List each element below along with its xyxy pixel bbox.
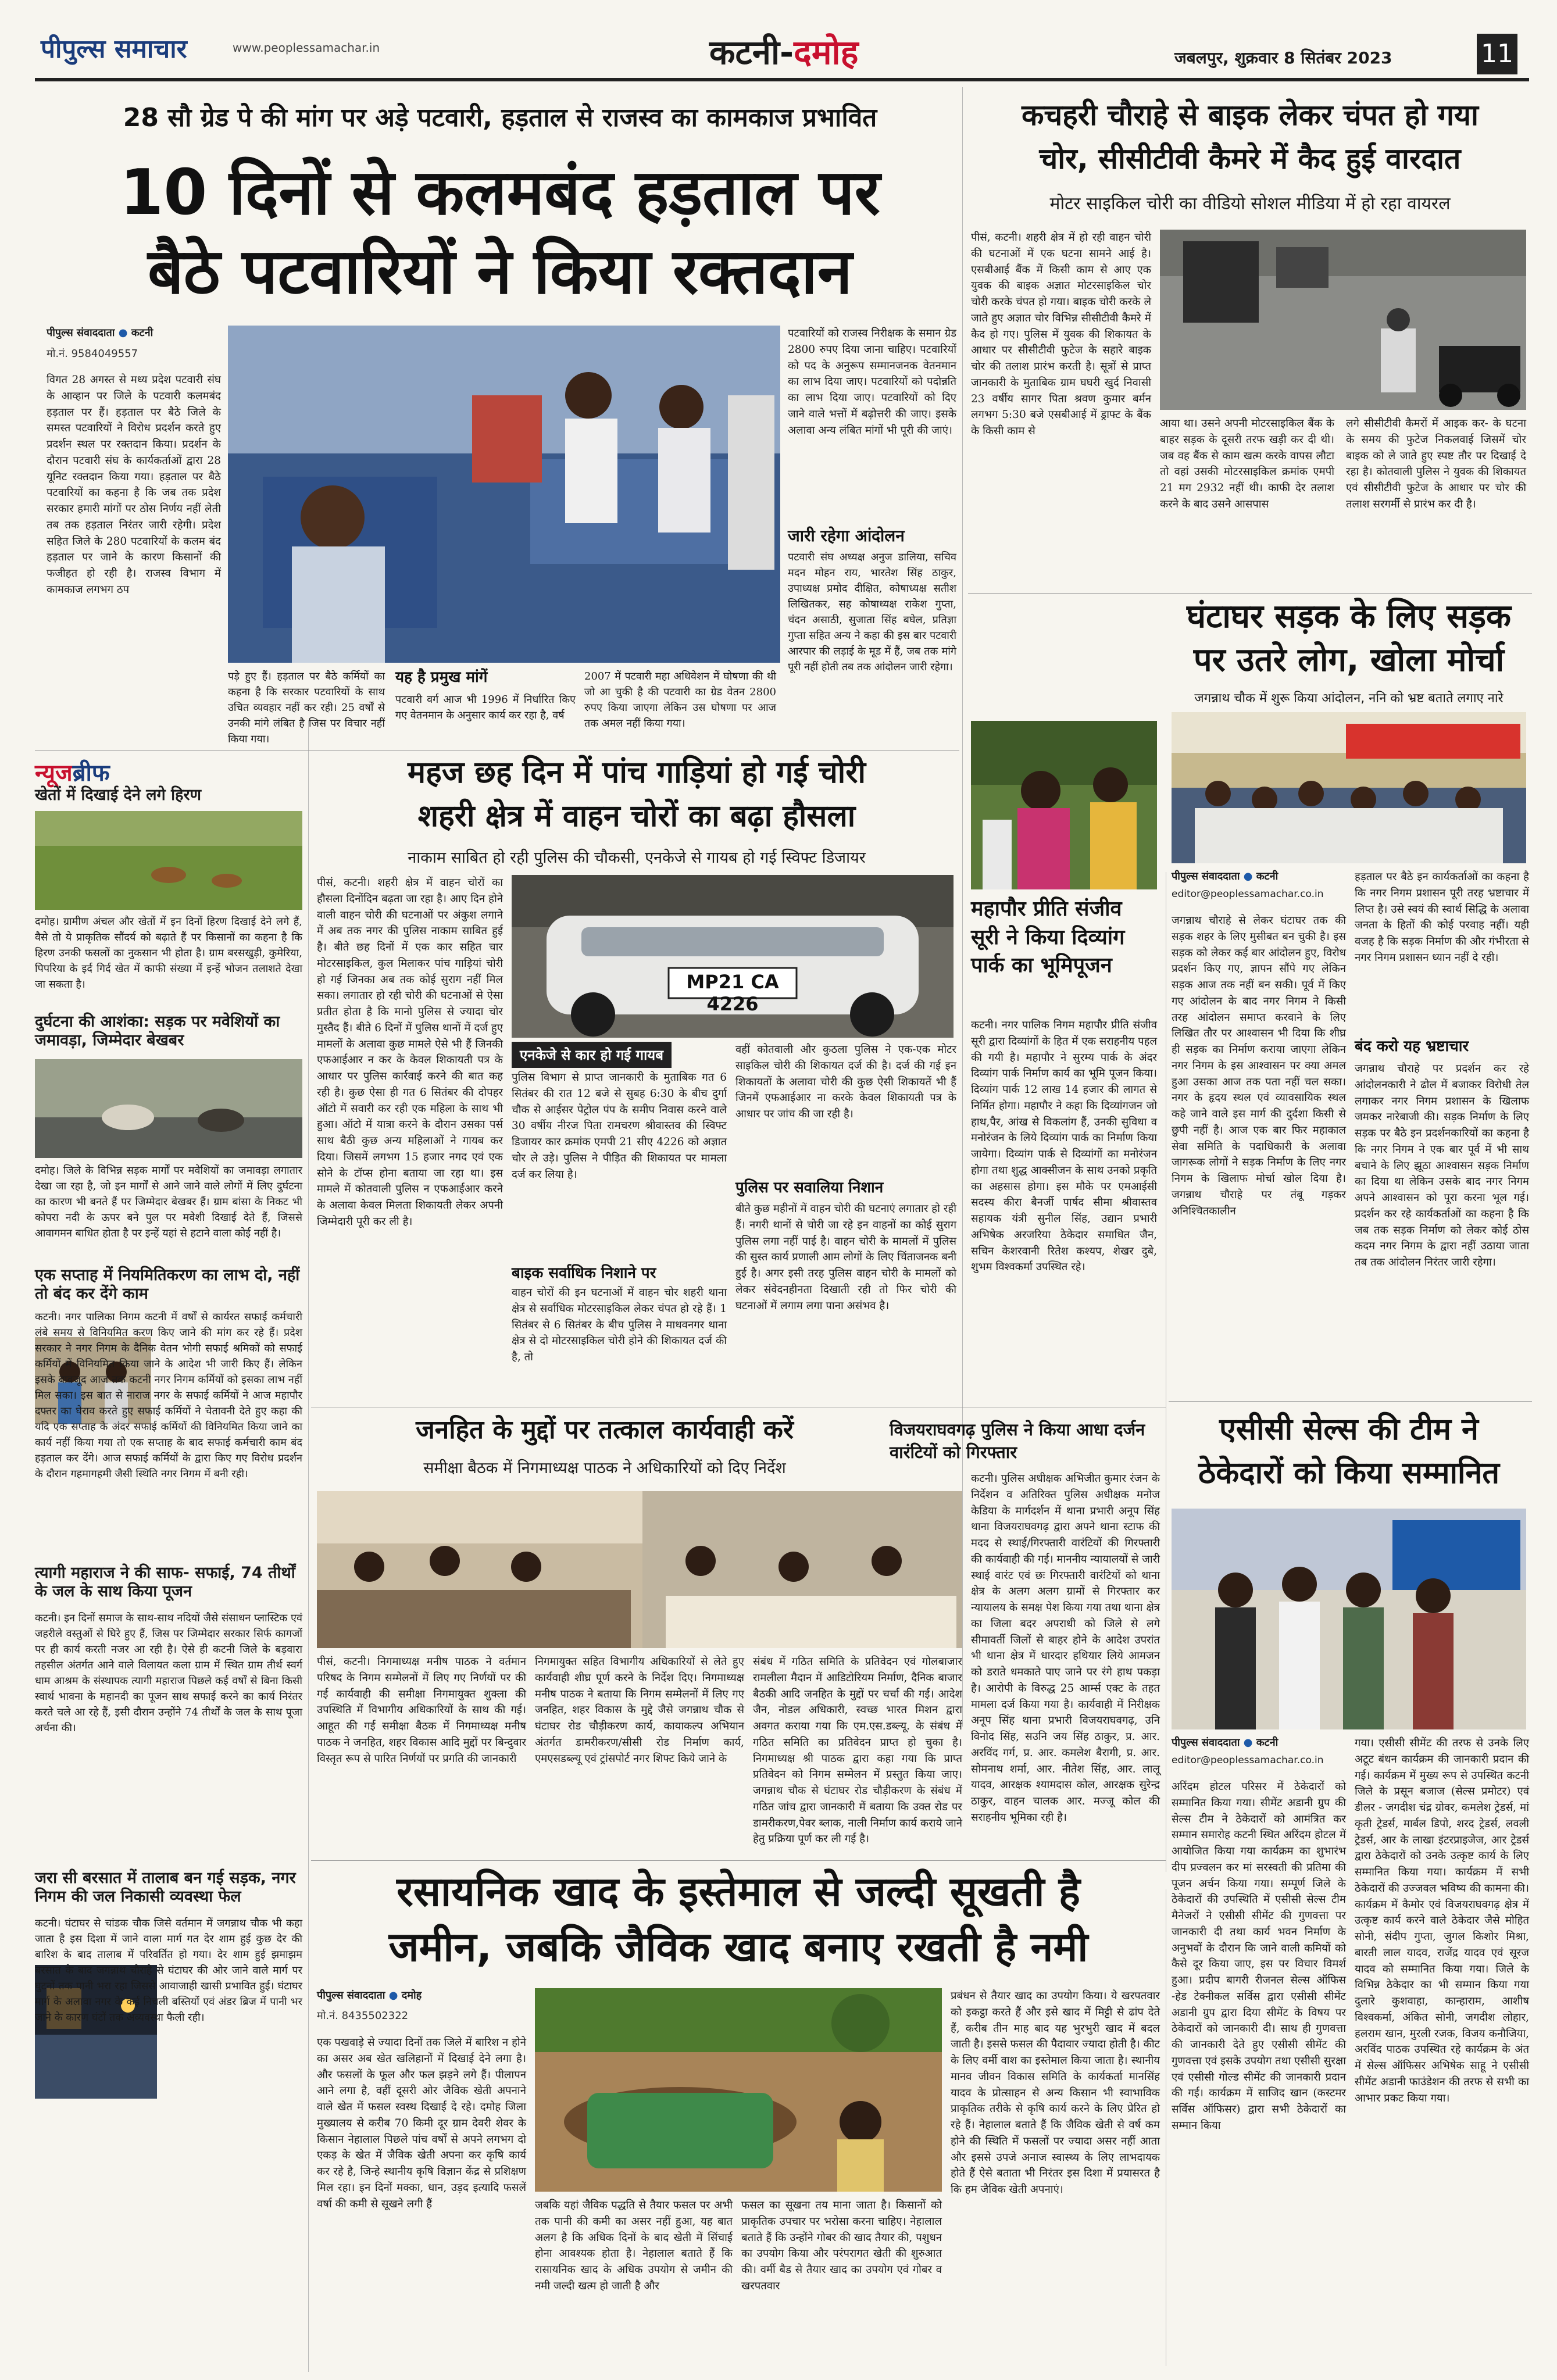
masthead-rule	[35, 78, 1529, 81]
clocktower-email: editor@peoplessamachar.co.in	[1172, 888, 1324, 900]
lead-demand-a: पटवारी वर्ग आज भी 1996 में निर्धारित किए गए वेतनमान के अनुसार कार्य कर रहा है, वर्ष	[395, 694, 576, 721]
fertilizer-col1: एक पखवाड़े से ज्यादा दिनों तक जिले में बारिश न होने का असर अब खेत खलिहानों में दिखाई देने लगा है। और फसलों के फूल और फल झड़ने लगे हैं। पीलापन आने लगा है, वहीं दूसरी ओर जैविक खेती अपनाने वाले खेत में फसल स्वस्थ दिखाई दे रहे। दमोह जिला मुख्यालय से करीब 70 किमी दूर ग्राम देवरी शेवर के किसान नेहालाल पिछले पांच वर्षों से अपने लगभग दो एकड़ के खेत में जैविक खेती अपना कर कृषि कार्य कर रहे है, जिन्हे स्थानीय कृषि विज्ञान केंद्र से प्रशिक्षण मिल रहा। इन दिनों मक्का, धान, उड़द इत्यादि फसलें वर्षा की कमी से सूखने लगी हैं	[317, 2036, 526, 2210]
theft-headline-line2: चोर, सीसीटीवी कैमरे में कैद हुई वारदात	[1039, 142, 1461, 176]
protest-photo	[1172, 712, 1526, 863]
vehicle-headline-line1: महज छह दिन में पांच गाड़ियां हो गई चोरी	[407, 755, 866, 790]
edition-main: कटनी	[709, 33, 780, 72]
theft-col3: लगे सीसीटीवी कैमरों में आइक कर- के घटना के समय की फुटेज निकलवाई जिसमें चोर बाइक को ले जाते हुए स्पष्ट तौर पर दिखाई दे रहा है। कोतवाली पुलिस ने युवक की शिकायत एवं सीसीटीवी फुटेज के आधार पर चोर की तलाश सरगर्मी से प्रारंभ कर दी है।	[1346, 417, 1526, 510]
park-headline: महापौर प्रीति संजीव सूरी ने किया दिव्यांग पार्क का भूमिपूजन	[971, 897, 1125, 978]
review-col1: पीसं, कटनी। निगमाध्यक्ष मनीष पाठक ने वर्तमान परिषद के निगम सम्मेलनों में लिए गए निर्णयों पर की गई कार्यवाही की समीक्षा निगमायुक्त शुक्ला की उपस्थिति में विभागीय अधिकारियों के साथ की गई। आहूत की गई समीक्षा बैठक में निगमाध्यक्ष मनीष पाठक ने जनहित, शहर विकास आदि मुद्दों पर बिन्दुवार विस्तृत रूप से पारित निर्णयों पर प्रगति की जानकारी	[317, 1656, 526, 1765]
farm-photo	[535, 1988, 942, 2192]
car-number-plate: MP21 CA 4226	[686, 971, 779, 1015]
issue-date: जबलपुर, शुक्रवार 8 सितंबर 2023	[1174, 48, 1392, 67]
park-photo	[971, 721, 1157, 889]
review-col2: निगमायुक्त सहित विभागीय अधिकारियों से लेते हुए कार्यवाही शीघ्र पूर्ण करने के निर्देश दिए। निगमाध्यक्ष मनीष पाठक ने बताया कि निगम सम्मेलनों में लिए गए जनहित, शहर विकास के मुद्दे जैसे जगन्नाथ चौक से घंटाघर रोड चौड़ीकरण कार्य, कायाकल्प अभियान अंतर्गत डामरीकरण/सीसी रोड निर्माण कार्य, एमएसडब्ल्यू एवं ट्रांसपोर्ट नगर शिफ्ट किये जाने के	[535, 1656, 744, 1765]
brief-item-text: दमोह। जिले के विभिन्न सड़क मार्गों पर मवेशियों का जमावड़ा लगातार देखा जा रहा है, जो इन मार्गों से आने जाने वाले लोगों में लिए दुर्घटना का कारण भी बनते हैं पर जिम्मेदार बेखबर हैं। ग्राम बांसा के निकट भी कोपरा नदी के ऊपर बने पुल पर मवेशी दिखाई देते हैं, जिससे आवागमन बाधित होता है पर इन्हें यहां से हटाने वाला कोई नहीं है।	[35, 1164, 302, 1239]
fertilizer-headline-line1: रसायनिक खाद के इस्तेमाल से जल्दी सूखती है	[397, 1868, 1080, 1916]
fertilizer-col4: प्रबंधन से तैयार खाद का उपयोग किया। ये खरपतवार को इकट्ठा करते हैं और इसे खाद में मिट्टी से ढांप देते हैं, करीब तीन माह बाद यह भुरभुरी खाद में बदल जाती है। इससे फसल की पैदावार ज्यादा होती है। कीट के लिए वर्मी वाश का इस्तेमाल किया जाता है। स्थानीय मानव जीवन विकास समिति के कार्यकर्ता मानसिंह यादव के प्रोत्साहन से अन्य किसान भी स्वाभाविक प्राकृतिक तरीके से कृषि कार्य करने के लिए प्रेरित हो रहे हैं। नेहालाल बताते हैं कि जैविक खेती से वर्ष कम होने की स्थिति में फसलों पर ज्यादा असर नहीं आता और इससे उपजे अनाज स्वास्थ्य के लिए लाभदायक होते हैं ऐसे बताता भी निरंतर इस दिशा में प्रयासरत है कि हम जैविक खेती अपनाएं।	[951, 1990, 1160, 2196]
horizontal-rule	[35, 750, 959, 751]
website: www.peoplessamachar.in	[233, 41, 380, 55]
clocktower-col2: हड़ताल पर बैठे इन कार्यकर्ताओं का कहना है कि नगर निगम प्रशासन पूरी तरह भ्रष्टाचार में लिप्त है। उसे स्वयं की स्वार्थ सिद्धि के अलावा जनता के हितों की कोई परवाह नहीं। यही वजह है कि सड़क निर्माण की और गंभीरता से नगर निगम प्रशासन ध्यान नहीं दे रही।	[1355, 871, 1529, 964]
theft-col1: पीसं, कटनी। शहरी क्षेत्र में हो रही वाहन चोरी की घटनाओं में एक घटना सामने आई है। एसबीआई बैंक में किसी काम से आए एक युवक की बाइक अज्ञात मोटरसाइकिल चोर चोरी करके चंपत हो गया। बाइक चोरी करके ले जाते हुए अज्ञात चोर विभिन्न सीसीटीवी कैमरे में कैद हो गए। पुलिस में युवक की शिकायत के आधार पर सीसीटीवी फुटेज के सहारे बाइक चोर की तलाश प्रारंभ करती है। सूत्रों से प्राप्त जानकारी के मुताबिक ग्राम घघरी खुर्द निवासी 23 वर्षीय सागर पिता श्रवण कुमार बर्मन लगभग 5:30 बजे एसबीआई में ड्राफ्ट के बैंक के किसी काम से	[971, 231, 1151, 437]
vertical-rule	[308, 721, 309, 2372]
clocktower-headline-line2: पर उतरे लोग, खोला मोर्चा	[1193, 641, 1505, 679]
review-headline: जनहित के मुद्दों पर तत्काल कार्यवाही करें	[416, 1415, 794, 1445]
lead-col3b: पटवारी संघ अध्यक्ष अनुज डालिया, सचिव मदन मोहन राय, भारतेश सिंह ठाकुर, उपाध्यक्ष प्रमोद दीक्षित, कोषाध्यक्ष सतीश लिखितकर, सह कोषाध्यक्ष राकेश गुप्ता, चंदन असाठी, सुजाता सिंह बघेल, प्रतिज्ञा गुप्ता सहित अन्य ने कहा की इस बार पटवारी आरपार की लड़ाई के मूड में हैं, जब तक मांगे पूरी नहीं होती तब तक आंदोलन जारी रहेगा।	[788, 551, 956, 673]
edition-sub: दमोह	[794, 33, 859, 72]
brief-item-title: जरा सी बरसात में तालाब बन गई सड़क, नगर निगम की जल निकासी व्यवस्था फेल	[35, 1869, 296, 1906]
clocktower-col1: जगन्नाथ चौराहे से लेकर घंटाघर तक की सड़क शहर के लिए मुसीबत बन चुकी है। इस सड़क को लेकर कई बार आंदोलन हुए, विरोध प्रदर्शन किए गए, ज्ञापन सौंपे गए लेकिन सड़क आज तक नहीं बन सकी। पूर्व में किए गए आंदोलन के बाद नगर निगम ने किसी तरह आंदोलन समाप्त करवाने के लिए लिखित तौर पर आश्वासन भी दिया कि शीघ्र ही सड़क का निर्माण कराया जाएगा लेकिन नगर निगम के इस आश्वासन पर क्या अमल हुआ उसका आज तक पता नहीं चल सका। नगर के हृदय स्थल एवं व्यावसायिक स्थल कहे जाने वाले इस मार्ग की दुर्दशा किसी से छुपी नहीं है। आज एक बार फिर महाकाल सेवा समिति के पदाधिकारी के अलावा जागरूक लोगों ने सड़क निर्माण के लिए नगर निगम के खिलाफ मोर्चा खोल दिया है। जगन्नाथ चौराहे पर तंबू गड़कर अनिश्चितकालीन	[1172, 914, 1346, 1217]
meeting-photo	[317, 1491, 962, 1648]
vehicle-deck: नाकाम साबित हो रही पुलिस की चौकसी, एनकेजे से गायब हो गई स्विफ्ट डिजायर	[408, 849, 866, 867]
clocktower-col2b: जगन्नाथ चौराहे पर प्रदर्शन कर रहे आंदोलनकारी ने ढोल में बजाकर विरोधी तेल लगाकर नगर निगम प्रशासन के खिलाफ जमकर नारेबाजी की। सड़क निर्माण के लिए सड़क पर बैठे इन प्रदर्शनकारियों का कहना है कि नगर निगम ने एक बार पूर्व में भी साथ बचाने के लिए झूठा आश्वासन सड़क निर्माण का दिया था लेकिन उसके बाद नगर निगम अपने आश्वासन को पूरा करना भूल गई। प्रदर्शन कर रहे कार्यकर्ताओं का कहना है कि जब तक सड़क निर्माण को लेकर कोई ठोस कदम नगर निगम के द्वारा नहीं उठाया जाता तब तक आंदोलन निरंतर जारी रहेगा।	[1355, 1063, 1529, 1268]
vehicle-col2: पुलिस विभाग से प्राप्त जानकारी के मुताबिक गत 6 सितंबर की रात 12 बजे से सुबह 6:30 के बीच दुर्गा चौक से आईसर पेट्रोल पंप के समीप निवास करने वाले 30 वर्षीय नीरज पिता रामचरण श्रीवास्तव की स्विफ्ट डिजायर कार क्रमांक एमपी 21 सीए 4226 को अज्ञात चोर ले उड़े। पुलिस ने पीड़ित की शिकायत पर मामला दर्ज कर लिया है।	[512, 1071, 727, 1181]
lead-col1: विगत 28 अगस्त से मध्य प्रदेश पटवारी संघ के आव्हान पर जिले के पटवारी कलमबंद हड़ताल पर हैं। हड़ताल पर बैठे जिले के समस्त पटवारियों ने विरोध प्रदर्शन करते हुए प्रदर्शन स्थल पर रक्तदान किया। प्रदर्शन के दौरान पटवारी संघ के कार्यकर्ताओं द्वारा 28 यूनिट रक्तदान किया गया। हड़ताल पर बैठे पटवारियों का कहना है कि जब तक प्रदेश सरकार हमारी मांगों पर ठोस निर्णय नहीं लेती तब तक हड़ताल निरंतर जारी रहेगी। प्रदेश सहित जिले के 280 पटवारियों के कलम बंद हड़ताल पर जाने के कारण किसानों की फजीहत हो रही है। राजस्व विभाग में कामकाज लगभग ठप	[47, 374, 221, 596]
sales-headline-line1: एसीसी सेल्स की टीम ने	[1219, 1412, 1479, 1447]
vehicle-col3: वहीं कोतवाली और कुठला पुलिस ने एक-एक मोटर साइकिल चोरी की शिकायत दर्ज की है। दर्ज की गई इन शिकायतों के अलावा चोरी की कुछ ऐसी शिकायतें भी हैं जिनमें एफआईआर ना करके केवल शिकायती पत्र के आधार पर जांच की जा रही है।	[735, 1044, 956, 1120]
horizontal-rule	[1169, 1401, 1532, 1402]
brief-item-title: दुर्घटना की आशंका: सड़क पर मवेशियों का जमावड़ा, जिम्मेदार बेखबर	[35, 1013, 280, 1050]
vehicle-subhead-police: पुलिस पर सवालिया निशान	[735, 1179, 884, 1196]
lead-headline-line1: 10 दिनों से कलमबंद हड़ताल पर	[120, 156, 880, 229]
lead-photo-caption: पड़े हुए हैं। हड़ताल पर बैठे कर्मियों का कहना है कि सरकार पटवारियों के साथ उचित व्यवहार नहीं कर रही। 25 वर्षों से उनकी मांगे लंबित है जिस पर विचार नहीं किया गया।	[228, 670, 385, 745]
theft-deck: मोटर साइकिल चोरी का वीडियो सोशल मीडिया में हो रहा वायरल	[1049, 194, 1451, 214]
vehicle-subhead-bike: बाइक सर्वाधिक निशाने पर	[512, 1264, 656, 1282]
theft-col2: आया था। उसने अपनी मोटरसाइकिल बैंक के बाहर सड़क के दूसरी तरफ खड़ी कर दी थी। जब वह बैंक से काम खत्म करके वापस लौटा तो वहां उसकी मोटरसाइकिल क्रमांक एमपी 21 मग 2932 नहीं थी। काफी देर तलाश करने के बाद उसने आसपास	[1160, 417, 1334, 510]
fertilizer-headline-line2: जमीन, जबकि जैविक खाद बनाए रखती है नमी	[388, 1923, 1088, 1971]
cattle-photo	[35, 1059, 302, 1158]
vehicle-headline-line2: शहरी क्षेत्र में वाहन चोरों का बढ़ा हौसला	[417, 799, 856, 834]
horizontal-rule	[968, 593, 1532, 594]
sales-byline: पीपुल्स संवाददाता ● कटनी	[1172, 1736, 1279, 1749]
brief-label-b: ब्रीफ	[72, 760, 110, 787]
warrants-text: कटनी। पुलिस अधीक्षक अभिजीत कुमार रंजन के निर्देशन व अतिरिक्त पुलिस अधीक्षक मनोज केडिया के मार्गदर्शन में थाना प्रभारी अनूप सिंह थाना विजयराघवगढ़ द्वारा अपने थाना स्टाफ की मदद से स्थाई/गिरफ्तारी वारंटियों की गिरफ्तारी की कार्यवाही की गई। माननीय न्यायालयों से जारी स्थाई वारंट एवं छः गिरफ्तारी वारंटियों को थाना क्षेत्र के अलग अलग ग्रामों से गिरफ्तार कर न्यायालय के समक्ष पेश किया गया तथा थाना क्षेत्र का जिला बदर अपराधी को जिले से लगे सीमावर्ती जिलों से बाहर होने के आदेश उपरांत भी थाना क्षेत्र में धारदार हथियार लिये आमजन को डराते धमकाते पाए जाने पर रंगे हाथ पकड़ा है। आरोपी के विरुद्ध 25 आर्म्स एक्ट के तहत मामला दर्ज किया गया है। कार्यवाही में निरीक्षक अनूप सिंह थाना प्रभारी विजयराघवगढ़, उनि विनोद सिंह, सउनि जय सिंह ठाकुर, प्र. आर. अरविंद गर्ग, प्र. आर. कमलेश बैरागी, प्र. आर. सोमनाथ शर्मा, आर. नीतेश सिंह, आर. लालू यादव, आरक्षक श्यामदास कोल, आरक्षक सुरेन्द्र ठाकुर, वाहन चालक आर. मज्जू कोल की सराहनीय भूमिका रही है।	[971, 1473, 1160, 1824]
deer-photo	[35, 811, 302, 910]
paper-logo: पीपुल्स समाचार	[41, 34, 187, 64]
lead-demand-b: 2007 में पटवारी महा अधिवेशन में घोषणा की थी जो आ चुकी है की पटवारी का ग्रेड वेतन 2800 रुपए किया जाएगा लेकिन उस घोषणा पर आज तक अमल नहीं किया गया।	[584, 670, 776, 730]
sales-email: editor@peoplessamachar.co.in	[1172, 1754, 1324, 1766]
clocktower-headline-line1: घंटाघर सड़क के लिए सड़क	[1187, 598, 1511, 635]
horizontal-rule	[311, 1860, 1166, 1861]
sales-headline-line2: ठेकेदारों को किया सम्मानित	[1198, 1456, 1499, 1491]
brief-item-title: एक सप्ताह में नियमितिकरण का लाभ दो, नहीं तो बंद कर देंगे काम	[35, 1266, 300, 1303]
page-number: 11	[1477, 34, 1517, 74]
warrants-headline: विजयराघवगढ़ पुलिस ने किया आधा दर्जन वारंटियों को गिरफ्तार	[890, 1420, 1145, 1463]
brief-item-text: कटनी। इन दिनों समाज के साथ-साथ नदियों जैसे संसाधन प्लास्टिक एवं जहरीले वस्तुओं से घिरे हुए हैं, जिस पर जिम्मेदार सरकार सिर्फ कागजों पर ही कार्य करती नजर आ रही है। ऐसे ही कटनी जिले के बड़वारा तहसील अंतर्गत आने वाले विलायत कला ग्राम में स्थित ग्राम तीर्थ स्वर्ग धाम आश्रम के संस्थापक त्यागी महाराज पिछले कई वर्षों से बिना किसी स्वार्थ भावना के महानदी का पूजन साथ सफाई करने का कार्य निरंतर करते चले आ रहे हैं, इसी दौरान उन्होंने 74 तीर्थों के जल के साथ पूजा अर्चना की।	[35, 1612, 302, 1734]
car-photo-caption: एनकेजे से कार हो गई गायब	[512, 1042, 672, 1068]
news-brief-label	[35, 756, 302, 788]
brief-item-text: कटनी। घंटाघर से चांडक चौक जिसे वर्तमान में जगन्नाथ चौक भी कहा जाता है इस दिशा में जाने वाला मार्ग गत देर शाम हुई कुछ देर की बारिश के बाद तालाब में परिवर्तित हो गया। देर शाम हुई झमाझम बरसात के बाद जगन्नाथ चौराहे से घंटाघर की ओर जाने वाले मार्ग पर घुटनों तक पानी भरा रहा जिससे आवाजाही खासी प्रभावित हुई। घंटाघर मार्ग के अलावा नगर के कई निचली बस्तियों एवं अंडर ब्रिज में पानी भर जाने के कारण घंटों तक अव्यवस्था फैली रही।	[35, 1917, 302, 2024]
lead-col3: पटवारियों को राजस्व निरीक्षक के समान ग्रेड 2800 रुपए दिया जाना चाहिए। पटवारियों को पद के अनुरूप सम्मानजनक वेतनमान का लाभ दिया जाए। पटवारियों को पदोन्नति का लाभ दिया जाए। पटवारियों को दिए जाने वाले भत्तों में बढ़ोत्तरी की जाए। इसके अलावा अन्य लंबित मांगों भी पूरी की जाएं।	[788, 327, 956, 437]
theft-headline-line1: कचहरी चौराहे से बाइक लेकर चंपत हो गया	[1022, 98, 1479, 132]
sales-col1: अरिंदम होटल परिसर में ठेकेदारों को सम्मानित किया गया। सीमेंट अडानी ग्रुप की सेल्स टीम ने ठेकेदारों को आमंत्रित कर सम्मान समारोह कटनी स्थित अरिंदम होटल में आयोजित किया गया कार्यक्रम का शुभारंभ दीप प्रज्वलन कर मां सरस्वती की प्रतिमा की पूजन अर्चन किया गया। सम्पूर्ण जिले के ठेकेदारों की उपस्थिति में एसीसी सेल्स टीम मैनेजरों ने एसीसी सीमेंट की गुणवत्ता पर जानकारी दी तथा कार्य भवन निर्माण के अनुभवों के दौरान कि जाने वाली कमियों को कैसे दूर किया जाए, इस पर विचार विमर्श हुआ। प्रदीप बागरी रीजनल सेल्स ऑफिस -हेड टेक्नीकल सर्विस द्वारा एसीसी सीमेंट अडानी ग्रुप द्वारा दिया सीमेंट के विषय पर ठेकेदारों को जानकारी दी। साथ ही गुणवत्ता की जानकारी देते हुए एसीसी सीमेंट की गुणवत्ता एवं इसके उपयोग तथा एसीसी सुरक्षा एवं एसीसी गोल्ड सीमेंट की जानकारी प्रदान की गई। कार्यक्रम में साजिद खान (कस्टमर सर्विस ऑफिसर) द्वारा सभी ठेकेदारों का सम्मान किया	[1172, 1781, 1346, 2132]
fertilizer-mobile: मो.नं. 8435502322	[317, 2010, 409, 2022]
fertilizer-col2: जबकि यहां जैविक पद्धति से तैयार फसल पर अभी तक पानी की कमी का असर नहीं हुआ, यह बात अलग है कि अधिक दिनों के बाद खेती में सिंचाई होना आवश्यक होता है। नेहालाल बताते हैं कि रासायनिक खाद के अधिक उपयोग से जमीन की नमी जल्दी खत्म हो जाती है और	[535, 2199, 733, 2292]
cctv-photo	[1160, 230, 1526, 410]
vehicle-col1: पीसं, कटनी। शहरी क्षेत्र में वाहन चोरों का हौसला दिनोंदिन बढ़ता जा रहा है। आए दिन होने वाली वाहन चोरी की घटनाओं पर अंकुश लगाने में अब तक नगर की पुलिस नाकाम साबित हुई है। बीते छह दिनों में एक कार सहित चार मोटरसाइकिल, कुल मिलाकर पांच गाड़ियां चोरी हो गई जिनका अब तक कोई सुराग नहीं मिल सका। लगातार हो रही चोरी की घटनाओं से ऐसा प्रतीत होता है कि मानो पुलिस से ज्यादा चोर मुस्तैद हैं। बीते 6 दिनों में पुलिस थानों में दर्ज हुए मामलों के अलावा कुछ मामले ऐसे भी हैं जिनकी एफआईआर न कर के केवल शिकायती पत्र के आधार पर पुलिस कार्रवाई करने की बात कह रही है। कुछ ऐसा ही गत 6 सितंबर की दोपहर ऑटो में सवारी कर रही एक महिला के साथ भी हुआ। ऑटो में यात्रा करने के दौरान उसका पर्स साथ बैठी कुछ अन्य महिलाओं ने गायब कर दिया। जिसमें लगभग 15 हजार नगद एवं एक सोने के टॉप्स होना बताया जा रहा था। इस मामले में कोतवाली पुलिस न एफआईआर करने के अलावा केवल मिलता शिकायती लेकर अपनी जिम्मेदारी पूरी कर ली है।	[317, 877, 503, 1228]
clocktower-byline: पीपुल्स संवाददाता ● कटनी	[1172, 870, 1279, 882]
fertilizer-col3: फसल का सूखना तय माना जाता है। किसानों को प्राकृतिक उपचार पर भरोसा करना चाहिए। नेहालाल बताते हैं कि उन्होंने गोबर की खाद तैयार की, पशुधन का उपयोग किया और परंपरागत खेती की शुरुआत की। वर्मी बैड से तैयार खाद का उपयोग एवं गोबर व खरपतवार	[741, 2199, 942, 2292]
brief-item-text: दमोह। ग्रामीण अंचल और खेतों में इन दिनों हिरण दिखाई देने लगे हैं, वैसे तो ये प्राकृतिक सौंदर्य को बढ़ाते हैं पर किसानों का कहना है कि हिरण उनकी फसलों का नुकसान भी होता है। ग्राम बरसखुड़ी, कुमेरिया, पिपरिया के इर्द गिर्द खेत में काफी संख्या में इन्हें भोजन तलाशते देखा जा सकता है।	[35, 916, 302, 991]
clocktower-subhead: बंद करो यह भ्रष्टाचार	[1355, 1038, 1469, 1055]
lead-mobile: मो.नं. 9584049557	[47, 348, 138, 360]
car-photo	[512, 875, 954, 1038]
brief-item-title: त्यागी महाराज ने की साफ- सफाई, 74 तीर्थों के जल के साथ किया पूजन	[35, 1564, 295, 1601]
lead-subhead-demand: यह है प्रमुख मांगें	[395, 669, 488, 686]
blood-donation-photo	[228, 326, 780, 663]
brief-item-text: कटनी। नगर पालिका निगम कटनी में वर्षों से कार्यरत सफाई कर्मचारी लंबे समय से विनियमित करण किए जाने की मांग कर रहे हैं। प्रदेश सरकार ने नगर निगम के दैनिक वेतन भोगी सफाई श्रमिकों को सफाई कर्मियों में विनियमित किया जाने के आदेश भी जारी किए हैं। लेकिन इसके बावजूद आज तक कटनी नगर निगम कर्मियों को इसका लाभ नहीं मिल सका। इस बात से नाराज नगर के सफाई कर्मियों ने आज महापौर दफ्तर का घेराव करते हुए सफाई कर्मियों ने चेतावनी देते हुए कहा की यदि एक सप्ताह के अंदर सफाई कर्मियों की विनियमित किया जाने का कार्य नहीं किया गया तो एक सप्ताह के बाद सफाई कर्मचारी काम बंद हड़ताल कर देंगे। आज सफाई कर्मियों के द्वारा किए गए विरोध प्रदर्शन के दौरान गहमागहमी जैसी स्थिति नगर निगम में बनी रही।	[35, 1311, 302, 1480]
sales-col2: गया। एसीसी सीमेंट की तरफ से उनके लिए अटूट बंधन कार्यक्रम की जानकारी प्रदान की गई। कार्यक्रम में मुख्य रूप से उपस्थित कटनी जिले के प्रसून बजाज (सेल्स प्रमोटर) एवं डीलर - जगदीश चंद्र ग्रोवर, कमलेश ट्रेडर्स, मां कृती ट्रेडर्स, मार्बल डिपो, शरद ट्रेडर्स, लवली ट्रेडर्स, आर के लाखा इंटरप्राइजेज, आर ट्रेडर्स द्वारा ठेकेदारों को उनके उत्कृष्ट कार्य के लिए सम्मानित किया गया। कार्यक्रम में सभी ठेकेदारों की उज्जवल भविष्य की कामना की। कार्यक्रम में कैमोर एवं विजयराघवगढ़ क्षेत्र में उत्कृष्ट कार्य करने वाले ठेकेदार जैसे मोहित सोनी, संदीप गुप्ता, जुगल किशोर मिश्रा, बारती लाल यादव, राजेंद्र यादव एवं सूरज यादव को सम्मानित किया गया। जिले के विभिन्न ठेकेदार का भी सम्मान किया गया दुलारे कुशवाहा, कान्हाराम, आशीष विश्वकर्मा, अंकित सोनी, जगदीश लोहार, हलराम खान, मुरली रजक, विजय कनौजिया, अरविंद पाठक उपस्थित रहे कार्यक्रम के अंत में सेल्स ऑफिसर अभिषेक साहू ने एसीसी सीमेंट अडानी फाउंडेशन की तरफ से सभी का आभार प्रकट किया गया।	[1355, 1737, 1529, 2104]
felicitation-photo	[1172, 1509, 1526, 1729]
clocktower-deck: जगन्नाथ चौक में शुरू किया आंदोलन, ननि को भ्रष्ट बताते लगाए नारे	[1194, 691, 1504, 706]
brief-item-title: खेतों में दिखाई देने लगे हिरण	[35, 786, 202, 804]
fertilizer-byline: पीपुल्स संवाददाता ● दमोह	[317, 1989, 422, 2002]
lead-headline-line2: बैठे पटवारियों ने किया रक्तदान	[148, 235, 852, 308]
vehicle-col3b: बीते कुछ महीनों में वाहन चोरी की घटनाएं लगातार हो रही हैं। नगरी थानों से चोरी जा रहे इन वाहनों का कोई सुराग पुलिस लगा नहीं पाई है। वाहन चोरी के मामलों में पुलिस की सुस्त कार्य प्रणाली आम लोगों के लिए चिंताजनक बनी हुई है। अगर इसी तरह पुलिस वाहन चोरी के मामलों को लेकर संवेदनहीनता दिखाती रही तो फिर चोरी की घटनाओं में लगाम लगा पाना असंभव है।	[735, 1203, 956, 1312]
edition-title: कटनी-दमोह	[709, 33, 859, 72]
lead-byline: पीपुल्स संवाददाता ● कटनी	[47, 327, 153, 339]
review-col3: संबंध में गठित समिति के प्रतिवेदन एवं गोलबाजार रामलीला मैदान में आडिटोरियम निर्माण, दैनिक बाजार बैठकी आदि जनहित के मुद्दों पर चर्चा की गई। आदेश जैन, नोडल अधिकारी, स्वच्छ भारत मिशन द्वारा अवगत कराया गया कि एम.एस.डब्ल्यू. के संबंध में गठित समिति का प्रतिवेदन प्राप्त हो चुका है। निगमाध्यक्ष श्री पाठक द्वारा कहा गया कि प्राप्त प्रतिवेदन को निगम सम्मेलन में प्रस्तुत किया जाए। जगन्नाथ चौक से घंटाघर रोड चौड़ीकरण के संबंध में गठित जांच द्वारा जानकारी में बताया कि उक्त रोड पर डामरीकरण,पेवर ब्लाक, नाली निर्माण कार्य कराये जाने हेतु प्रक्रिया पूर्ण कर ली गई है।	[753, 1656, 962, 1846]
lead-kicker: 28 सौ ग्रेड पे की मांग पर अड़े पटवारी, हड़ताल से राजस्व का कामकाज प्रभावित	[123, 103, 877, 133]
lead-subhead-protest: जारी रहेगा आंदोलन	[788, 526, 905, 545]
park-text: कटनी। नगर पालिक निगम महापौर प्रीति संजीव सूरी द्वारा दिव्यांगों के हित में एक सराहनीय पहल की गयी है। महापौर ने सुरम्य पार्क के अंदर दिव्यांग पार्क निर्माण कार्य का भूमि पूजन किया।दिव्यांग पार्क 12 लाख 14 हजार की लागत से निर्मित होगा। महापौर ने कहा कि दिव्यांगजन जो हाथ,पैर, आंख से विकलांग हैं, उनकी सुविधा व मनोरंजन के लिये दिव्यांग पार्क का निर्माण किया जायेगा। दिव्यांग पार्क से दिव्यांगों का मनोरंजन होगा तथा शुद्ध आक्सीजन के साथ उनको प्रकृति का अहसास होगा। इस मौके पर एमआईसी सदस्य कीरा बैनर्जी पार्षद सीमा श्रीवास्तव सहायक यंत्री सुनील सिंह, उद्यान प्रभारी अभिषेक अरजरिया ठेकेदार समाधित जैन, सचिन केशरवानी रितेश कश्यप, शेखर दुबे, शुभम विश्वकर्मा उपस्थित रहे।	[971, 1019, 1157, 1274]
masthead	[0, 0, 1557, 87]
vehicle-col2b: वाहन चोरों की इन घटनाओं में वाहन चोर शहरी थाना क्षेत्र से सर्वाधिक मोटरसाइकिल लेकर चंपत हो रहे हैं। 1 सितंबर से 6 सितंबर के बीच पुलिस ने माधवनगर थाना क्षेत्र से दो मोटरसाइकिल चोरी होने की शिकायत दर्ज की है, तो	[512, 1287, 727, 1363]
brief-label-a: न्यूज	[35, 760, 73, 787]
review-deck: समीक्षा बैठक में निगमाध्यक्ष पाठक ने अधिकारियों को दिए निर्देश	[423, 1459, 786, 1477]
vertical-rule	[962, 87, 963, 1727]
